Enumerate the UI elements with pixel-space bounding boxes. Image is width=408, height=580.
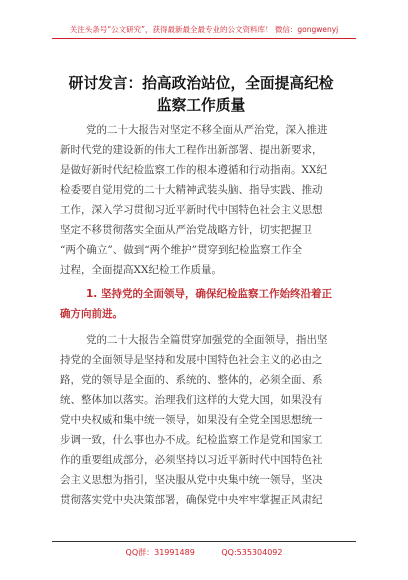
paragraph1-line: 坚定不移贯彻落实全面从严治党战略方针，切实把握卫 bbox=[60, 224, 312, 236]
paragraph1-line: 过程，全面提高XX纪检工作质量。 bbox=[60, 264, 222, 276]
footer-divider bbox=[52, 541, 356, 542]
title-line-2: 监察工作质量 bbox=[156, 96, 246, 114]
title-line-1: 研讨发言：抬高政治站位，全面提高纪检 bbox=[68, 74, 334, 92]
paragraph1-line: 新时代党的建设新的伟大工程作出新部署、提出新要求， bbox=[60, 144, 323, 156]
paragraph1-line: 工作，深入学习贯彻习近平新时代中国特色社会主义思想 bbox=[60, 204, 323, 216]
footer-qq: QQ:535304092 bbox=[221, 548, 283, 557]
paragraph2-line: 贯彻落实党中央决策部署，确保党中央牢牢掌握正风肃纪 bbox=[60, 494, 323, 506]
paragraph2-line: 党中央权威和集中统一领导，如果没有全党全国思想统一 bbox=[60, 414, 323, 426]
paragraph2-line: 路，党的领导是全面的、系统的、整体的，必须全面、系 bbox=[60, 374, 323, 386]
footer-qq-group: QQ群：31991489 bbox=[125, 548, 195, 557]
footer-contact bbox=[0, 547, 408, 558]
section1-heading: 确方向前进。 bbox=[60, 308, 123, 320]
header-banner: 关注头条号“公文研究”，获得最新最全最专业的公文资料库！ 微信：gongwenyj bbox=[69, 25, 339, 34]
paragraph2-line: 步调一致，什么事也办不成。纪检监察工作是党和国家工 bbox=[60, 434, 323, 446]
paragraph2-line: 持党的全面领导是坚持和发展中国特色社会主义的必由之 bbox=[60, 354, 323, 366]
paragraph1-line: 党的二十大报告对坚定不移全面从严治党，深入推进 bbox=[86, 124, 328, 136]
header-divider bbox=[52, 38, 356, 39]
paragraph1-line: 检委要自觉用党的二十大精神武装头脑、指导实践、推动 bbox=[60, 184, 323, 196]
paragraph2-line: 会主义思想为指引，坚决服从党中央集中统一领导，坚决 bbox=[60, 474, 323, 486]
section1-heading: 1. 坚持党的全面领导，确保纪检监察工作始终沿着正 bbox=[86, 288, 332, 300]
paragraph1-line: “两个确立”、做到“两个维护”贯穿到纪检监察工作全 bbox=[60, 244, 302, 256]
paragraph2-line: 作的重要组成部分，必须坚持以习近平新时代中国特色社 bbox=[60, 454, 323, 466]
document-title bbox=[50, 72, 358, 116]
paragraph1-line: 是做好新时代纪检监察工作的根本遵循和行动指南。XX纪 bbox=[60, 164, 327, 176]
paragraph2-line: 统、整体加以落实。治理我们这样的大党大国，如果没有 bbox=[60, 394, 323, 406]
paragraph2-line: 党的二十大报告全篇贯穿加强党的全面领导，指出坚 bbox=[86, 334, 328, 346]
